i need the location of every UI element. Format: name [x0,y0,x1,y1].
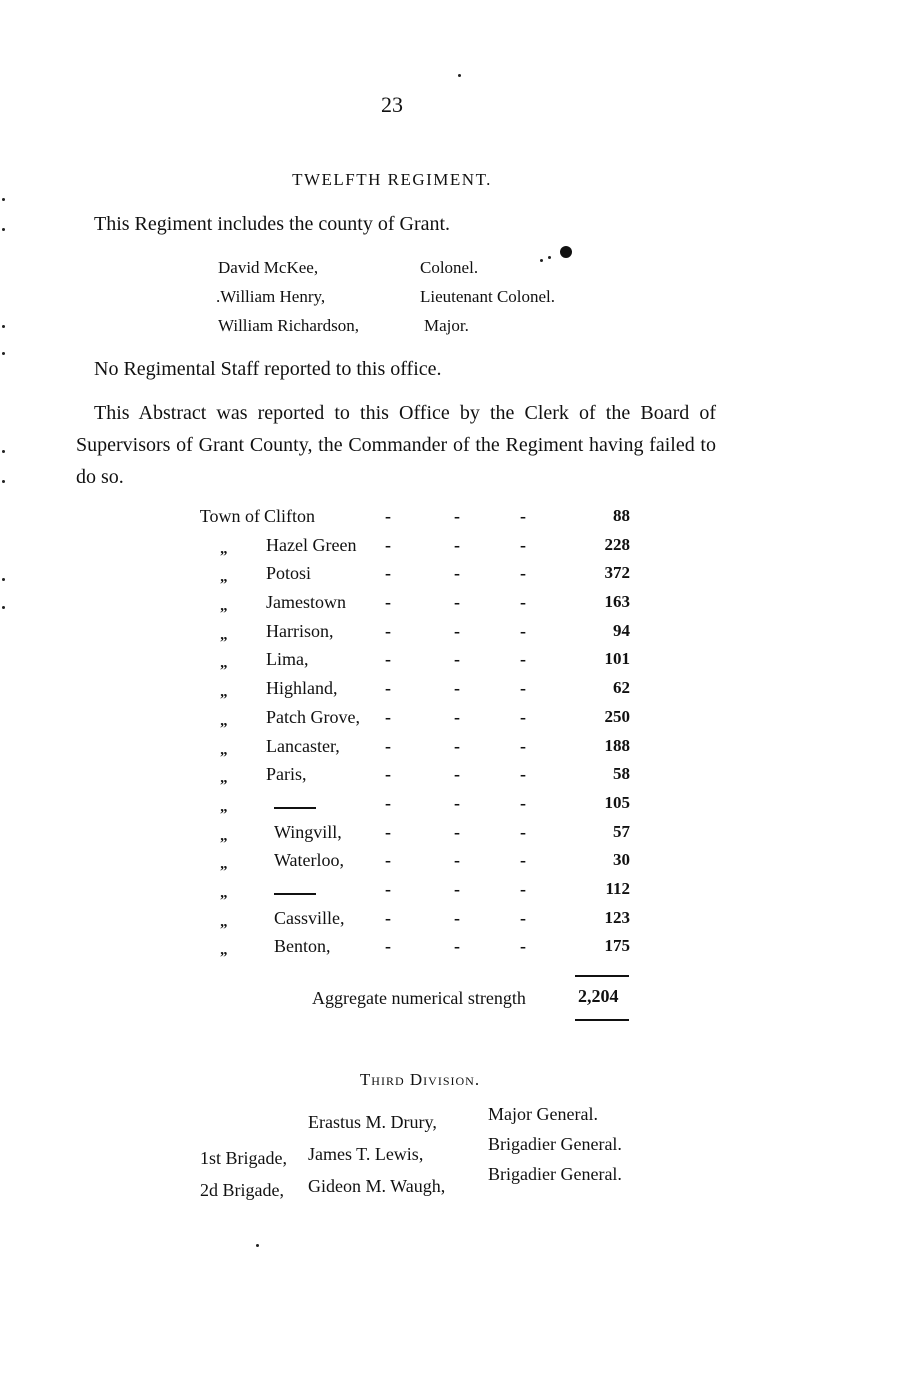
margin-speck [2,480,5,483]
town-name: Potosi [266,563,312,584]
town-count: 105 [604,792,630,812]
ditto-mark: „ [220,770,228,787]
margin-speck [2,352,5,355]
officer-rank: Lieutenant Colonel. [420,287,556,306]
town-count: 30 [613,850,630,870]
table-row: „ Paris, - - - 58 [220,764,630,787]
staff-note: No Regimental Staff reported to this office. [94,358,442,380]
town-count: 188 [604,735,630,755]
ditto-mark: „ [220,942,228,959]
total-rule-bottom [575,1019,629,1021]
row-prefix: Town of [199,506,260,526]
ditto-mark: „ [220,856,228,873]
town-count: 88 [613,506,630,525]
table-row: „ Benton, - - - 175 [220,936,630,959]
town-name: Patch Grove, [266,706,360,727]
officer-name: .William Henry, [216,287,326,306]
town-count: 228 [604,534,630,554]
table-row: „ Patch Grove, - - - 250 [220,706,630,729]
ink-speck [548,256,551,259]
table-row: Town of Clifton - - - 88 [182,506,642,535]
officer-name: David McKee, [218,258,319,277]
town-count: 58 [613,764,630,784]
table-row: „ Cassville, - - - 123 [220,907,630,930]
regiment-intro: This Regiment includes the county of Grant. [94,213,451,235]
town-name: Paris, [266,764,307,785]
table-row: „ Highland, - - - 62 [220,678,630,701]
brigade-label: 1st Brigade, [200,1148,287,1168]
ditto-mark: „ [220,684,228,701]
ditto-mark: „ [220,798,228,815]
town-name: Wingvill, [274,821,342,842]
table-row: „ Wingvill, - - - 57 [220,821,630,844]
margin-speck [2,325,5,328]
ditto-mark: „ [220,655,228,672]
table-row: „ - - - 112 [220,878,630,901]
aggregate-label: Aggregate numerical strength [312,988,526,1008]
town-name: Jamestown [266,592,346,613]
town-count: 94 [613,620,630,640]
table-row: „ Harrison, - - - 94 [220,620,630,643]
town-name: Cassville, [274,907,345,928]
town-count: 112 [605,878,630,898]
page-speck [458,74,461,77]
ditto-mark: „ [220,913,228,930]
commander-name: Gideon M. Waugh, [308,1176,446,1196]
ditto-mark: „ [220,626,228,643]
ditto-mark: „ [220,712,228,729]
abstract-note: This Abstract was reported to this Office by the Clerk of the Board of Supervisors of Grant County, the Commander of the Regiment having failed to do so. [76,402,716,488]
town-count: 57 [613,821,630,841]
ditto-mark: „ [220,741,228,758]
ditto-mark: „ [220,884,228,901]
table-row: „ Jamestown - - - 163 [220,592,630,615]
margin-speck [2,606,5,609]
aggregate-value: 2,204 [578,986,619,1006]
margin-speck [2,578,5,581]
page-number: 23 [381,92,403,117]
ditto-mark: „ [220,827,228,844]
officer-name: William Richardson, [218,316,359,335]
commander-rank: Major General. [488,1104,598,1124]
town-name: Waterloo, [274,850,345,871]
town-count: 101 [604,649,630,669]
margin-speck [2,450,5,453]
division-heading: Third Division. [359,1070,481,1089]
officer-rank: Colonel. [420,258,479,277]
town-name: Highland, [266,678,338,699]
town-count: 372 [604,563,630,583]
total-rule-top [575,975,629,977]
towns-table [182,506,642,965]
town-name: Lima, [266,649,309,670]
margin-speck [2,228,5,231]
commander-name: James T. Lewis, [308,1144,424,1164]
town-name: Benton, [274,936,331,957]
officer-rank: Major. [424,316,469,335]
table-row: „ Lima, - - - 101 [220,649,630,672]
town-count: 62 [613,678,630,698]
town-name: Hazel Green [266,534,357,555]
blank-name-line [274,807,316,809]
town-count: 123 [604,907,630,927]
brigade-label: 2d Brigade, [200,1180,284,1200]
town-count: 250 [604,706,630,726]
town-name: Clifton [264,506,316,526]
page-speck [256,1244,259,1247]
table-row: „ - - - 105 [220,792,630,815]
ditto-mark: „ [220,598,228,615]
table-row: „ Hazel Green - - - 228 [220,534,630,557]
town-count: 163 [604,592,630,612]
regiment-heading: TWELFTH REGIMENT. [292,170,492,189]
table-row: „ Potosi - - - 372 [220,563,630,586]
town-name: Harrison, [266,620,334,641]
town-count: 175 [604,936,630,956]
commander-rank: Brigadier General. [488,1164,622,1184]
ink-blot [560,246,572,258]
table-row: „ Waterloo, - - - 30 [220,850,630,873]
ink-speck [540,259,543,262]
commander-name: Erastus M. Drury, [308,1112,437,1132]
table-row: „ Lancaster, - - - 188 [220,735,630,758]
town-name: Lancaster, [266,735,340,756]
blank-name-line [274,893,316,895]
ditto-mark: „ [220,569,228,586]
commander-rank: Brigadier General. [488,1134,622,1154]
ditto-mark: „ [220,540,228,557]
margin-speck [2,198,5,201]
